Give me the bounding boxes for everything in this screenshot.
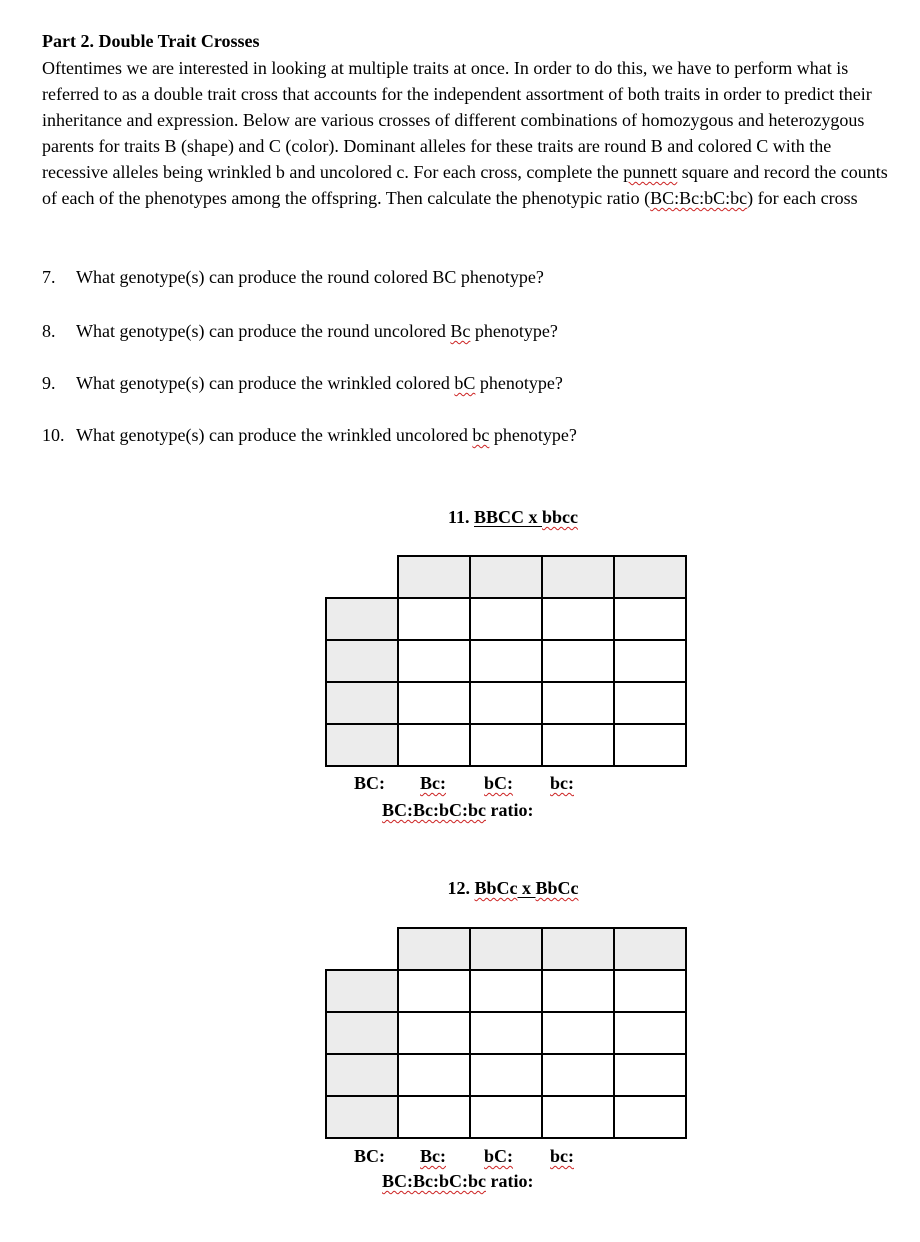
- offspring-cell[interactable]: [613, 597, 687, 641]
- count-label-bc: bc:: [550, 773, 574, 793]
- phenotype-counts-12: [0, 1145, 920, 1167]
- offspring-cell[interactable]: [541, 1053, 615, 1097]
- offspring-cell[interactable]: [613, 1095, 687, 1139]
- offspring-cell[interactable]: [541, 597, 615, 641]
- count-label-Bc: Bc:: [420, 773, 446, 793]
- offspring-cell[interactable]: [613, 969, 687, 1013]
- corner-blank: [325, 927, 399, 971]
- gamete-side-cell[interactable]: [325, 1011, 399, 1055]
- question-number: 7.: [42, 267, 56, 287]
- question-text: What genotype(s) can produce the wrinkled uncolored: [76, 425, 473, 445]
- count-label-Bc: Bc:: [420, 1146, 446, 1166]
- offspring-cell[interactable]: [613, 1011, 687, 1055]
- offspring-cell[interactable]: [541, 1011, 615, 1055]
- offspring-cell[interactable]: [469, 1011, 543, 1055]
- cross-11-title: [0, 506, 920, 528]
- phenotypic-ratio-12: [382, 1170, 533, 1192]
- question-number: 8.: [42, 321, 56, 341]
- offspring-cell[interactable]: [397, 969, 471, 1013]
- ratio-term: BC:Bc:bC:bc: [382, 1171, 486, 1191]
- gamete-side-cell[interactable]: [325, 969, 399, 1013]
- offspring-cell[interactable]: [541, 681, 615, 725]
- intro-text-3: ) for each cross: [747, 188, 858, 208]
- gamete-header-cell[interactable]: [541, 927, 615, 971]
- question-7: [42, 266, 544, 288]
- corner-blank: [325, 555, 399, 599]
- gamete-side-cell[interactable]: [325, 723, 399, 767]
- offspring-cell[interactable]: [613, 681, 687, 725]
- offspring-cell[interactable]: [613, 639, 687, 683]
- offspring-cell[interactable]: [541, 1095, 615, 1139]
- offspring-cell[interactable]: [541, 639, 615, 683]
- gamete-header-cell[interactable]: [397, 555, 471, 599]
- ratio-label: ratio:: [490, 1171, 534, 1191]
- ratio-term: BC:Bc:bC:bc: [382, 800, 486, 820]
- punnett-square-12: [327, 929, 687, 1139]
- phenotype-term: bc: [472, 425, 490, 445]
- count-label-bC: bC:: [484, 1146, 514, 1166]
- count-label-bC: bC:: [484, 773, 514, 793]
- spell-flag-ratio: BC:Bc:bC:bc: [650, 188, 748, 208]
- offspring-cell[interactable]: [469, 1053, 543, 1097]
- question-text: What genotype(s) can produce the round colored BC phenotype?: [76, 267, 544, 287]
- offspring-cell[interactable]: [397, 639, 471, 683]
- cross-x: x: [522, 878, 531, 898]
- offspring-cell[interactable]: [469, 681, 543, 725]
- cross-number: 11.: [447, 507, 470, 527]
- offspring-cell[interactable]: [469, 723, 543, 767]
- offspring-cell[interactable]: [541, 969, 615, 1013]
- gamete-side-cell[interactable]: [325, 1095, 399, 1139]
- count-label-BC: BC:: [354, 1146, 385, 1166]
- offspring-cell[interactable]: [397, 723, 471, 767]
- gamete-header-cell[interactable]: [613, 927, 687, 971]
- gamete-header-cell[interactable]: [469, 927, 543, 971]
- offspring-cell[interactable]: [469, 597, 543, 641]
- phenotype-term: Bc: [450, 321, 471, 341]
- question-text: What genotype(s) can produce the round uncolored: [76, 321, 451, 341]
- gamete-side-cell[interactable]: [325, 639, 399, 683]
- offspring-cell[interactable]: [397, 1053, 471, 1097]
- question-text: What genotype(s) can produce the wrinkled colored: [76, 373, 455, 393]
- question-8: [42, 320, 558, 342]
- question-text-end: phenotype?: [470, 321, 558, 341]
- gamete-header-cell[interactable]: [613, 555, 687, 599]
- question-number: 10.: [42, 425, 65, 445]
- intro-paragraph: [42, 55, 892, 211]
- offspring-cell[interactable]: [469, 1095, 543, 1139]
- offspring-cell[interactable]: [397, 1011, 471, 1055]
- intro-text-1: Oftentimes we are interested in looking at multiple traits at once. In order to do this, we have to perform what is referred to as a double trait cross that accounts for the independent assortment of both traits in order to predict their inheritance and expression. Below are various crosses of different combinations of homozygous and heterozygous parents for traits B (shape) and C (color). Dominant alleles for these traits are round B and colored C with the recessive alleles being wrinkled b and uncolored c. For each cross, complete the: [42, 58, 872, 182]
- question-text-end: phenotype?: [475, 373, 563, 393]
- phenotype-counts-11: [0, 772, 920, 794]
- spell-flag-punnett: punnett: [623, 162, 678, 182]
- ratio-label: ratio:: [490, 800, 534, 820]
- cross-parent-2: bbcc: [542, 507, 579, 527]
- question-number: 9.: [42, 373, 56, 393]
- section-heading: Part 2. Double Trait Crosses: [42, 31, 260, 51]
- gamete-header-cell[interactable]: [469, 555, 543, 599]
- cross-x: x: [528, 507, 538, 527]
- offspring-cell[interactable]: [397, 681, 471, 725]
- offspring-cell[interactable]: [397, 597, 471, 641]
- count-label-BC: BC:: [354, 773, 385, 793]
- gamete-side-cell[interactable]: [325, 681, 399, 725]
- offspring-cell[interactable]: [613, 1053, 687, 1097]
- phenotypic-ratio-11: [382, 799, 533, 821]
- question-10: [42, 424, 577, 446]
- offspring-cell[interactable]: [397, 1095, 471, 1139]
- gamete-header-cell[interactable]: [397, 927, 471, 971]
- question-text-end: phenotype?: [489, 425, 577, 445]
- count-label-bc: bc:: [550, 1146, 574, 1166]
- offspring-cell[interactable]: [541, 723, 615, 767]
- cross-12-title: [0, 877, 920, 899]
- phenotype-term: bC: [454, 373, 476, 393]
- cross-parent-2: BbCc: [535, 878, 579, 898]
- punnett-square-11: [327, 557, 687, 767]
- offspring-cell[interactable]: [469, 639, 543, 683]
- gamete-side-cell[interactable]: [325, 1053, 399, 1097]
- cross-parent-1: BBCC: [474, 507, 525, 527]
- offspring-cell[interactable]: [613, 723, 687, 767]
- cross-number: 12.: [447, 878, 470, 898]
- gamete-side-cell[interactable]: [325, 597, 399, 641]
- gamete-header-cell[interactable]: [541, 555, 615, 599]
- cross-parent-1: BbCc: [474, 878, 518, 898]
- offspring-cell[interactable]: [469, 969, 543, 1013]
- intro-text-2: square and record the counts of each of the phenotypes among the offspring. Then calculate the phenotypic ratio (: [42, 162, 888, 208]
- question-9: [42, 372, 563, 394]
